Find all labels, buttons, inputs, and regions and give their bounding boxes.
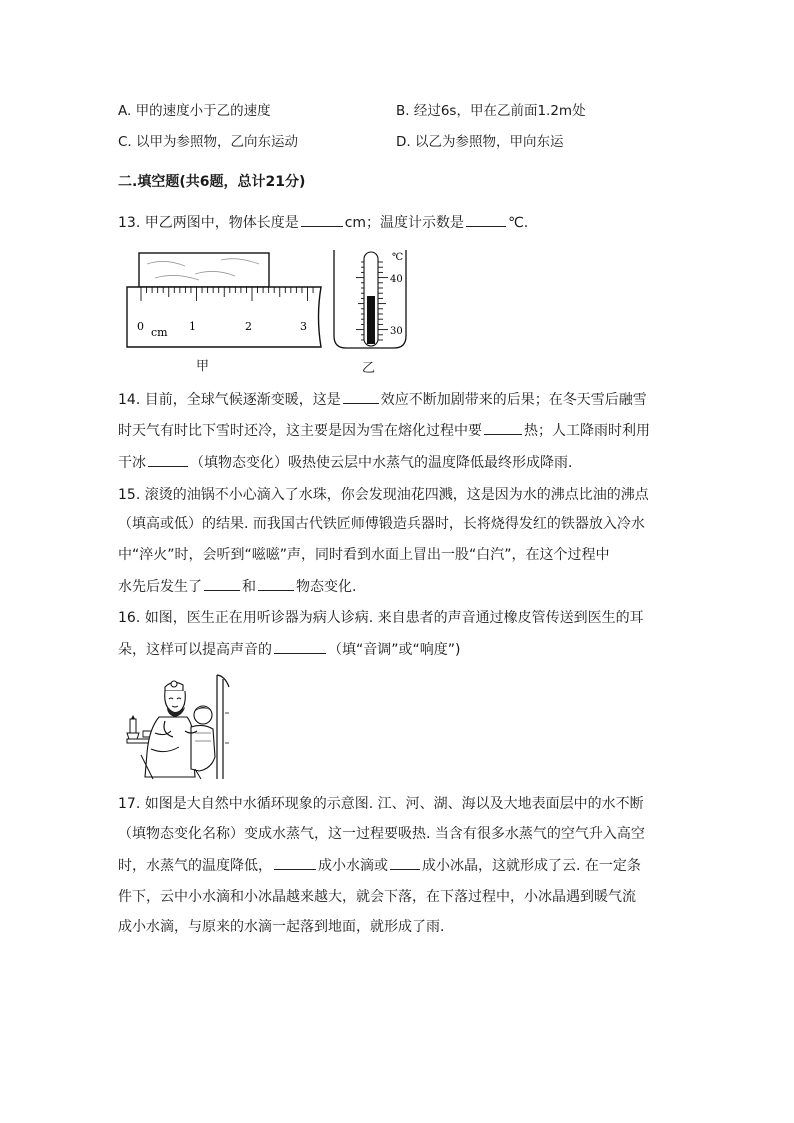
q14-blank-3 — [148, 452, 188, 467]
q17-text-3: 成小冰晶，这就形成了云. 在一定条 — [422, 858, 641, 874]
question-13 — [118, 212, 528, 233]
option-c: C. 以甲为参照物，乙向东运动 — [118, 134, 299, 150]
thermo-label-30: 30 — [390, 326, 403, 337]
q13-blank-temp — [466, 212, 506, 227]
ruler-label-3: 3 — [300, 320, 307, 333]
caption-jia: 甲 — [196, 359, 210, 374]
ruler-unit: cm — [151, 326, 168, 339]
q15-line-2: （填高或低）的结果. 而我国古代铁匠师傅锻造兵器时，长将烧得发红的铁器放入冷水 — [118, 516, 645, 532]
q16-text-2: （填“音调”或“响度”) — [328, 642, 461, 658]
q14-text-1: 14. 目前，全球气候逐渐变暖，这是 — [118, 392, 341, 408]
q17-line-1: 17. 如图是大自然中水循环现象的示意图. 江、河、湖、海以及大地表面层中的水不断 — [118, 796, 644, 812]
q13-blank-length — [301, 212, 343, 227]
q14-text-4: 热；人工降雨时利用 — [524, 423, 650, 439]
q16-text-1: 朵，这样可以提高声音的 — [118, 642, 272, 658]
q17-line-2: （填物态变化名称）变成水蒸气，这一过程要吸热. 当含有很多水蒸气的空气升入高空 — [118, 826, 645, 842]
option-b: B. 经过6s，甲在乙前面1.2m处 — [396, 103, 586, 119]
q15-text-1: 水先后发生了 — [118, 579, 202, 595]
q13-text-3: ℃. — [508, 215, 529, 231]
q13-text-1: 13. 甲乙两图中，物体长度是 — [118, 215, 299, 231]
q16-blank-1 — [274, 639, 326, 654]
q14-blank-2 — [484, 420, 522, 435]
q14-text-5: 干冰 — [118, 455, 146, 471]
q15-text-3: 物态变化. — [296, 579, 357, 595]
doctor-illustration — [125, 673, 237, 781]
liquid-column — [367, 296, 375, 344]
q14-line-3 — [118, 452, 572, 473]
ruler-label-0: 0 — [137, 320, 144, 333]
q15-blank-1 — [204, 576, 240, 591]
q17-line-5: 成小水滴，与原来的水滴一起落到地面，就形成了雨. — [118, 919, 445, 935]
q13-text-2: cm；温度计示数是 — [344, 215, 465, 231]
q17-line-4: 件下，云中小水滴和小冰晶越来越大，就会下落，在下落过程中，小冰晶遇到暖气流 — [118, 889, 636, 905]
ruler-label-2: 2 — [245, 320, 252, 333]
q17-text-2: 成小水滴或 — [318, 858, 388, 874]
measured-block — [139, 253, 269, 287]
q16-line-2 — [118, 639, 460, 660]
q17-line-3 — [118, 855, 641, 876]
option-a: A. 甲的速度小于乙的速度 — [118, 103, 271, 119]
q14-line-1 — [118, 389, 647, 410]
thermo-unit: ℃ — [392, 252, 404, 263]
q14-blank-1 — [343, 389, 379, 404]
caption-yi: 乙 — [362, 361, 376, 376]
q15-line-4 — [118, 576, 356, 597]
q17-blank-2 — [390, 855, 420, 870]
option-d: D. 以乙为参照物，甲向东运 — [396, 134, 564, 150]
thermometer-figure — [330, 248, 410, 352]
q15-line-1: 15. 滚烫的油锅不小心滴入了水珠，你会发现油花四溅，这是因为水的沸点比油的沸点 — [118, 487, 649, 503]
section-title: 二.填空题(共6题，总计21分) — [118, 174, 306, 190]
q17-blank-1 — [274, 855, 316, 870]
q15-line-3: 中“淬火”时，会听到“嗞嗞”声，同时看到水面上冒出一股“白汽”，在这个过程中 — [118, 547, 610, 563]
q14-text-3: 时天气有时比下雪时还冷，这主要是因为雪在熔化过程中要 — [118, 423, 482, 439]
q17-text-1: 时，水蒸气的温度降低， — [118, 858, 272, 874]
thermo-label-40: 40 — [390, 274, 403, 285]
ruler-figure — [125, 250, 325, 350]
q15-text-2: 和 — [242, 579, 256, 595]
q16-line-1: 16. 如图，医生正在用听诊器为病人诊病. 来自患者的声音通过橡皮管传送到医生的耳 — [118, 610, 644, 626]
q14-line-2 — [118, 420, 650, 441]
ruler-label-1: 1 — [189, 320, 196, 333]
q14-text-2: 效应不断加剧带来的后果；在冬天雪后融雪 — [380, 392, 647, 408]
q15-blank-2 — [258, 576, 294, 591]
q14-text-6: （填物态变化）吸热使云层中水蒸气的温度降低最终形成降雨. — [190, 455, 573, 471]
